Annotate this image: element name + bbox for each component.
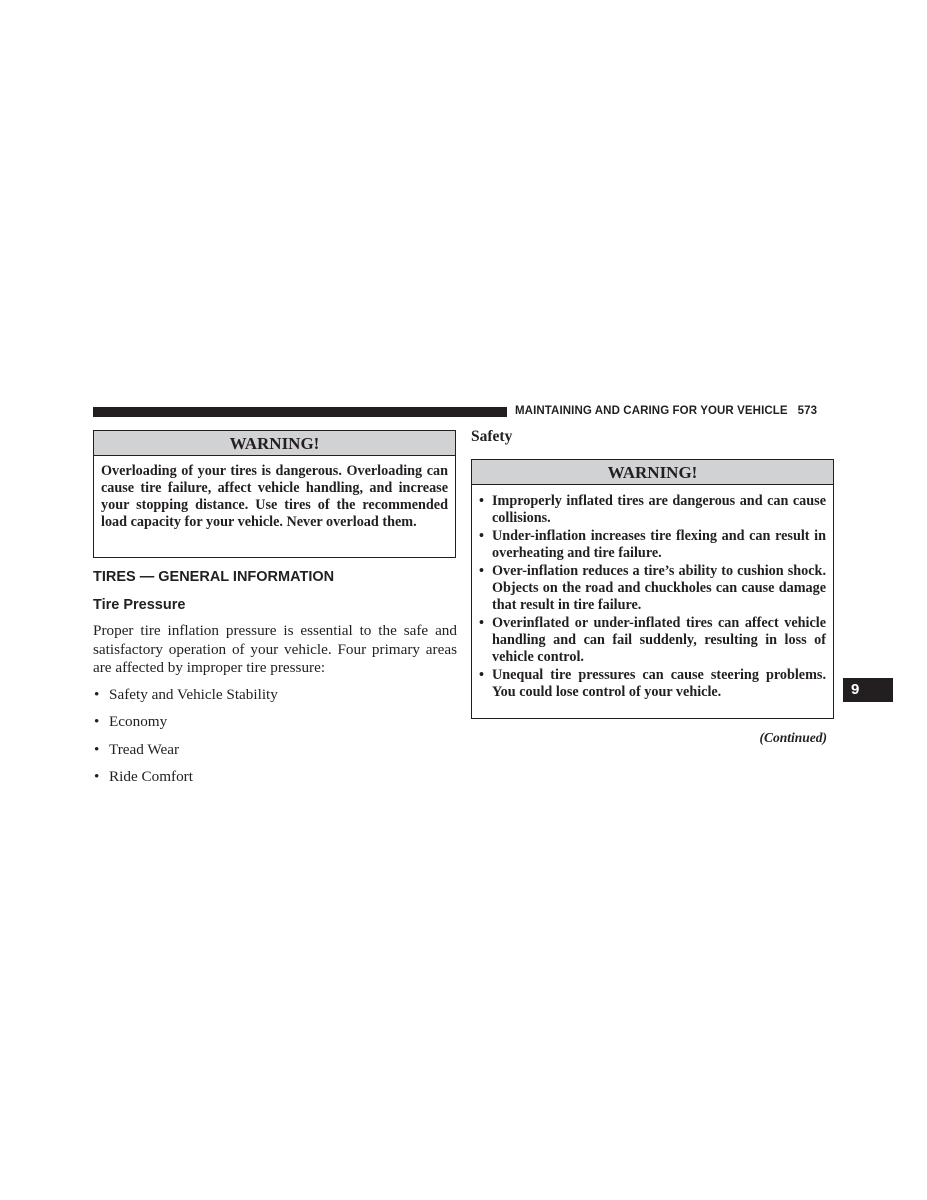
warning-title: WARNING!: [94, 431, 455, 456]
list-item: • Tread Wear: [93, 741, 278, 768]
list-item: • Safety and Vehicle Stability: [93, 686, 278, 713]
primary-areas-list: [93, 686, 278, 795]
body-paragraph: Proper tire inflation pressure is essential to the safe and satisfactory operation of your vehicle. Four primary areas are affected by improper tire pressure:: [93, 622, 457, 676]
list-item: • Economy: [93, 713, 278, 740]
chapter-tab: 9: [843, 678, 893, 702]
header-section-title: MAINTAINING AND CARING FOR YOUR VEHICLE: [515, 405, 788, 417]
warning-title: WARNING!: [472, 460, 833, 485]
warning-list: [479, 493, 826, 701]
overload-warning-box: [93, 430, 456, 558]
section-heading: TIRES — GENERAL INFORMATION: [93, 569, 335, 585]
warning-body: [472, 485, 833, 708]
warning-item: • Improperly inflated tires are dangerous and can cause collisions.: [479, 493, 826, 527]
warning-item: • Overinflated or under-inflated tires can affect vehicle handling and can fail suddenly, resulting in loss of vehicle control.: [479, 615, 826, 666]
list-item: • Ride Comfort: [93, 768, 278, 795]
warning-text: Overloading of your tires is dangerous. Overloading can cause tire failure, affect vehicle handling, and increase your stopping distance. Use tires of the recommended load capacity for your vehicle. Never overload them.: [101, 463, 448, 530]
warning-item: • Unequal tire pressures can cause steering problems. You could lose control of your vehicle.: [479, 667, 826, 701]
running-header: [515, 405, 817, 417]
safety-warning-box: [471, 459, 834, 719]
subsection-heading: Tire Pressure: [93, 597, 186, 613]
page-number: 573: [797, 405, 818, 417]
warning-item: • Over-inflation reduces a tire’s ability to cushion shock. Objects on the road and chuckholes can cause damage that result in tire failure.: [479, 563, 826, 614]
safety-heading: Safety: [471, 428, 513, 445]
continued-note: (Continued): [759, 730, 827, 745]
header-rule: [93, 407, 507, 417]
warning-item: • Under-inflation increases tire flexing and can result in overheating and tire failure.: [479, 528, 826, 562]
